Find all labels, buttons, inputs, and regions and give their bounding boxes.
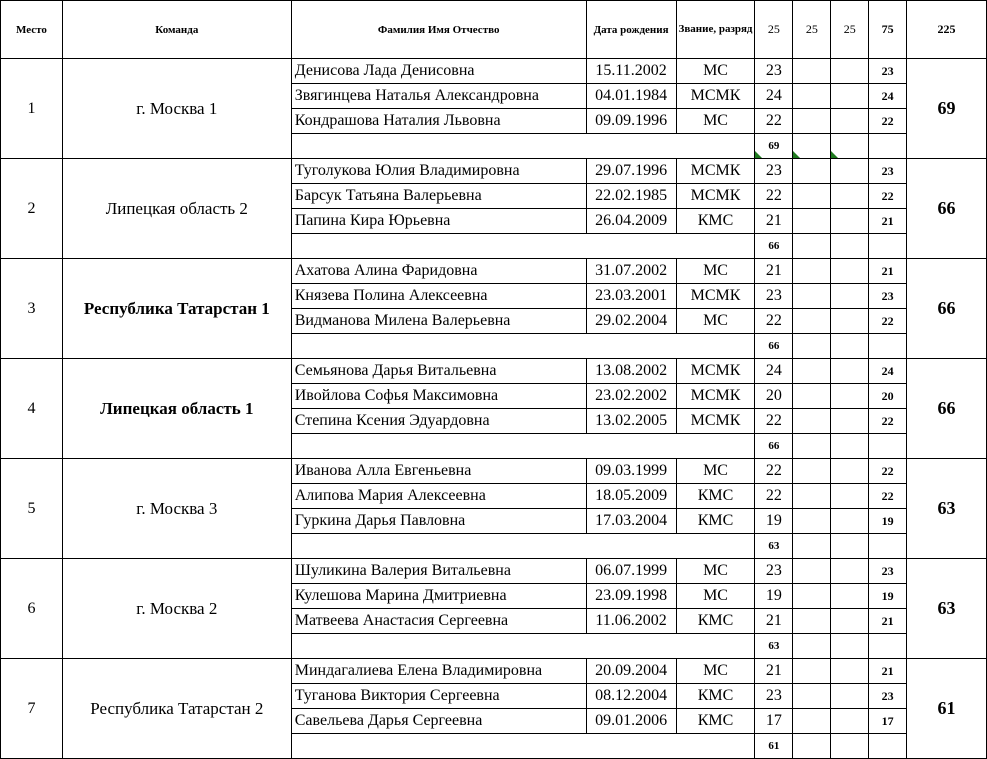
series-1-score: 21 xyxy=(755,209,793,234)
athlete-name: Туганова Виктория Сергеевна xyxy=(291,684,586,709)
series-1-score: 23 xyxy=(755,159,793,184)
athlete-name: Туголукова Юлия Владимировна xyxy=(291,159,586,184)
series-2-score xyxy=(793,609,831,634)
athlete-total: 23 xyxy=(869,159,907,184)
series-2-score xyxy=(793,684,831,709)
team-place: 6 xyxy=(1,559,63,659)
athlete-dob: 08.12.2004 xyxy=(586,684,676,709)
member-row xyxy=(1,259,987,284)
athlete-total: 20 xyxy=(869,384,907,409)
subtotal-series-3 xyxy=(831,234,869,259)
subtotal-total xyxy=(869,634,907,659)
series-1-score: 22 xyxy=(755,484,793,509)
athlete-dob: 31.07.2002 xyxy=(586,259,676,284)
series-3-score xyxy=(831,109,869,134)
subtotal-series-2 xyxy=(793,734,831,759)
series-2-score xyxy=(793,509,831,534)
team-name: Липецкая область 1 xyxy=(62,359,291,459)
athlete-total: 23 xyxy=(869,59,907,84)
athlete-dob: 22.02.1985 xyxy=(586,184,676,209)
athlete-name: Кулешова Марина Дмитриевна xyxy=(291,584,586,609)
series-2-score xyxy=(793,309,831,334)
series-1-score: 21 xyxy=(755,609,793,634)
subtotal-spacer xyxy=(291,334,755,359)
series-3-score xyxy=(831,59,869,84)
athlete-total: 21 xyxy=(869,259,907,284)
header-series-1: 25 xyxy=(755,1,793,59)
team-place: 2 xyxy=(1,159,63,259)
athlete-dob: 23.03.2001 xyxy=(586,284,676,309)
athlete-total: 23 xyxy=(869,684,907,709)
series-3-score xyxy=(831,709,869,734)
athlete-rank: МС xyxy=(676,659,755,684)
athlete-name: Папина Кира Юрьевна xyxy=(291,209,586,234)
team-grand-total: 66 xyxy=(907,359,987,459)
athlete-name: Алипова Мария Алексеевна xyxy=(291,484,586,509)
athlete-name: Ахатова Алина Фаридовна xyxy=(291,259,586,284)
athlete-dob: 04.01.1984 xyxy=(586,84,676,109)
athlete-rank: КМС xyxy=(676,609,755,634)
team-name: г. Москва 2 xyxy=(62,559,291,659)
series-1-score: 22 xyxy=(755,109,793,134)
series-3-score xyxy=(831,184,869,209)
series-1-score: 17 xyxy=(755,709,793,734)
athlete-name: Матвеева Анастасия Сергеевна xyxy=(291,609,586,634)
team-place: 1 xyxy=(1,59,63,159)
athlete-rank: КМС xyxy=(676,209,755,234)
subtotal-series-3 xyxy=(831,634,869,659)
series-1-score: 22 xyxy=(755,309,793,334)
series-2-score xyxy=(793,184,831,209)
athlete-total: 24 xyxy=(869,84,907,109)
athlete-name: Видманова Милена Валерьевна xyxy=(291,309,586,334)
athlete-total: 22 xyxy=(869,109,907,134)
athlete-rank: КМС xyxy=(676,709,755,734)
team-name: Липецкая область 2 xyxy=(62,159,291,259)
series-3-score xyxy=(831,684,869,709)
athlete-dob: 13.08.2002 xyxy=(586,359,676,384)
athlete-name: Савельева Дарья Сергеевна xyxy=(291,709,586,734)
subtotal-spacer xyxy=(291,634,755,659)
subtotal-series-3 xyxy=(831,334,869,359)
header-total: 75 xyxy=(869,1,907,59)
subtotal-series-2 xyxy=(793,334,831,359)
member-row xyxy=(1,459,987,484)
subtotal-series-3 xyxy=(831,134,869,159)
team-grand-total: 66 xyxy=(907,259,987,359)
subtotal-spacer xyxy=(291,734,755,759)
athlete-name: Барсук Татьяна Валерьевна xyxy=(291,184,586,209)
series-3-score xyxy=(831,284,869,309)
subtotal-series-2 xyxy=(793,134,831,159)
athlete-dob: 09.01.2006 xyxy=(586,709,676,734)
athlete-total: 22 xyxy=(869,409,907,434)
athlete-total: 24 xyxy=(869,359,907,384)
athlete-rank: МСМК xyxy=(676,384,755,409)
subtotal-series-2 xyxy=(793,234,831,259)
series-2-score xyxy=(793,359,831,384)
series-3-score xyxy=(831,559,869,584)
athlete-dob: 26.04.2009 xyxy=(586,209,676,234)
series-3-score xyxy=(831,459,869,484)
series-3-score xyxy=(831,659,869,684)
athlete-name: Семьянова Дарья Витальевна xyxy=(291,359,586,384)
athlete-rank: МС xyxy=(676,584,755,609)
team-subtotal: 63 xyxy=(755,634,793,659)
subtotal-series-3 xyxy=(831,434,869,459)
series-3-score xyxy=(831,609,869,634)
athlete-rank: МС xyxy=(676,59,755,84)
team-place: 4 xyxy=(1,359,63,459)
series-1-score: 21 xyxy=(755,659,793,684)
team-grand-total: 61 xyxy=(907,659,987,759)
athlete-rank: КМС xyxy=(676,509,755,534)
athlete-dob: 29.07.1996 xyxy=(586,159,676,184)
series-2-score xyxy=(793,559,831,584)
team-name: г. Москва 3 xyxy=(62,459,291,559)
team-subtotal: 66 xyxy=(755,334,793,359)
team-grand-total: 66 xyxy=(907,159,987,259)
series-2-score xyxy=(793,384,831,409)
member-row xyxy=(1,359,987,384)
series-1-score: 20 xyxy=(755,384,793,409)
athlete-total: 19 xyxy=(869,584,907,609)
series-2-score xyxy=(793,84,831,109)
athlete-total: 23 xyxy=(869,284,907,309)
athlete-name: Кондрашова Наталия Львовна xyxy=(291,109,586,134)
team-name: Республика Татарстан 1 xyxy=(62,259,291,359)
athlete-dob: 18.05.2009 xyxy=(586,484,676,509)
athlete-total: 22 xyxy=(869,184,907,209)
member-row xyxy=(1,159,987,184)
athlete-total: 22 xyxy=(869,484,907,509)
member-row xyxy=(1,659,987,684)
team-subtotal: 69 xyxy=(755,134,793,159)
series-1-score: 19 xyxy=(755,509,793,534)
team-place: 3 xyxy=(1,259,63,359)
header-dob: Дата рождения xyxy=(586,1,676,59)
team-name: Республика Татарстан 2 xyxy=(62,659,291,759)
athlete-rank: МС xyxy=(676,259,755,284)
series-1-score: 24 xyxy=(755,84,793,109)
header-grand-total: 225 xyxy=(907,1,987,59)
athlete-rank: МС xyxy=(676,559,755,584)
athlete-dob: 09.03.1999 xyxy=(586,459,676,484)
athlete-name: Миндагалиева Елена Владимировна xyxy=(291,659,586,684)
header-series-2: 25 xyxy=(793,1,831,59)
series-3-score xyxy=(831,84,869,109)
series-2-score xyxy=(793,659,831,684)
athlete-rank: МСМК xyxy=(676,409,755,434)
subtotal-series-3 xyxy=(831,534,869,559)
athlete-rank: МСМК xyxy=(676,184,755,209)
team-subtotal: 66 xyxy=(755,234,793,259)
series-2-score xyxy=(793,459,831,484)
team-subtotal: 63 xyxy=(755,534,793,559)
athlete-dob: 17.03.2004 xyxy=(586,509,676,534)
athlete-dob: 23.02.2002 xyxy=(586,384,676,409)
subtotal-total xyxy=(869,434,907,459)
team-name: г. Москва 1 xyxy=(62,59,291,159)
series-3-score xyxy=(831,359,869,384)
athlete-rank: МСМК xyxy=(676,159,755,184)
series-1-score: 24 xyxy=(755,359,793,384)
series-3-score xyxy=(831,584,869,609)
series-3-score xyxy=(831,159,869,184)
series-1-score: 23 xyxy=(755,684,793,709)
athlete-rank: МС xyxy=(676,109,755,134)
header-name: Фамилия Имя Отчество xyxy=(291,1,586,59)
athlete-dob: 29.02.2004 xyxy=(586,309,676,334)
subtotal-total xyxy=(869,234,907,259)
subtotal-spacer xyxy=(291,534,755,559)
series-2-score xyxy=(793,209,831,234)
series-1-score: 21 xyxy=(755,259,793,284)
athlete-name: Степина Ксения Эдуардовна xyxy=(291,409,586,434)
member-row xyxy=(1,559,987,584)
header-place: Место xyxy=(1,1,63,59)
series-1-score: 19 xyxy=(755,584,793,609)
athlete-dob: 15.11.2002 xyxy=(586,59,676,84)
athlete-dob: 11.06.2002 xyxy=(586,609,676,634)
team-subtotal: 61 xyxy=(755,734,793,759)
series-3-score xyxy=(831,384,869,409)
subtotal-series-2 xyxy=(793,634,831,659)
series-1-score: 22 xyxy=(755,459,793,484)
athlete-name: Шуликина Валерия Витальевна xyxy=(291,559,586,584)
header-row xyxy=(1,1,987,59)
series-2-score xyxy=(793,59,831,84)
series-1-score: 23 xyxy=(755,59,793,84)
athlete-total: 22 xyxy=(869,309,907,334)
series-3-score xyxy=(831,259,869,284)
athlete-total: 21 xyxy=(869,609,907,634)
subtotal-total xyxy=(869,334,907,359)
subtotal-spacer xyxy=(291,234,755,259)
team-grand-total: 63 xyxy=(907,559,987,659)
athlete-total: 21 xyxy=(869,209,907,234)
athlete-dob: 13.02.2005 xyxy=(586,409,676,434)
subtotal-total xyxy=(869,734,907,759)
athlete-dob: 23.09.1998 xyxy=(586,584,676,609)
athlete-name: Иванова Алла Евгеньевна xyxy=(291,459,586,484)
athlete-rank: КМС xyxy=(676,684,755,709)
athlete-rank: МС xyxy=(676,459,755,484)
header-team: Команда xyxy=(62,1,291,59)
header-rank: Звание, разряд xyxy=(676,1,755,59)
member-row xyxy=(1,59,987,84)
team-subtotal: 66 xyxy=(755,434,793,459)
athlete-total: 21 xyxy=(869,659,907,684)
series-2-score xyxy=(793,484,831,509)
header-series-3: 25 xyxy=(831,1,869,59)
athlete-name: Гуркина Дарья Павловна xyxy=(291,509,586,534)
series-1-score: 23 xyxy=(755,284,793,309)
series-1-score: 22 xyxy=(755,409,793,434)
series-2-score xyxy=(793,159,831,184)
subtotal-total xyxy=(869,534,907,559)
athlete-dob: 06.07.1999 xyxy=(586,559,676,584)
athlete-rank: КМС xyxy=(676,484,755,509)
team-grand-total: 63 xyxy=(907,459,987,559)
athlete-name: Звягинцева Наталья Александровна xyxy=(291,84,586,109)
subtotal-total xyxy=(869,134,907,159)
series-3-score xyxy=(831,309,869,334)
subtotal-series-2 xyxy=(793,434,831,459)
team-place: 5 xyxy=(1,459,63,559)
subtotal-spacer xyxy=(291,134,755,159)
series-3-score xyxy=(831,409,869,434)
team-place: 7 xyxy=(1,659,63,759)
series-2-score xyxy=(793,409,831,434)
series-1-score: 23 xyxy=(755,559,793,584)
athlete-dob: 20.09.2004 xyxy=(586,659,676,684)
athlete-name: Князева Полина Алексеевна xyxy=(291,284,586,309)
series-2-score xyxy=(793,259,831,284)
series-2-score xyxy=(793,709,831,734)
athlete-total: 19 xyxy=(869,509,907,534)
athlete-rank: МСМК xyxy=(676,359,755,384)
athlete-total: 17 xyxy=(869,709,907,734)
series-2-score xyxy=(793,284,831,309)
athlete-total: 23 xyxy=(869,559,907,584)
series-2-score xyxy=(793,109,831,134)
athlete-dob: 09.09.1996 xyxy=(586,109,676,134)
athlete-rank: МСМК xyxy=(676,284,755,309)
athlete-name: Ивойлова Софья Максимовна xyxy=(291,384,586,409)
team-grand-total: 69 xyxy=(907,59,987,159)
athlete-rank: МС xyxy=(676,309,755,334)
series-3-score xyxy=(831,484,869,509)
subtotal-series-2 xyxy=(793,534,831,559)
subtotal-spacer xyxy=(291,434,755,459)
athlete-rank: МСМК xyxy=(676,84,755,109)
series-1-score: 22 xyxy=(755,184,793,209)
series-2-score xyxy=(793,584,831,609)
series-3-score xyxy=(831,509,869,534)
athlete-total: 22 xyxy=(869,459,907,484)
series-3-score xyxy=(831,209,869,234)
subtotal-series-3 xyxy=(831,734,869,759)
athlete-name: Денисова Лада Денисовна xyxy=(291,59,586,84)
